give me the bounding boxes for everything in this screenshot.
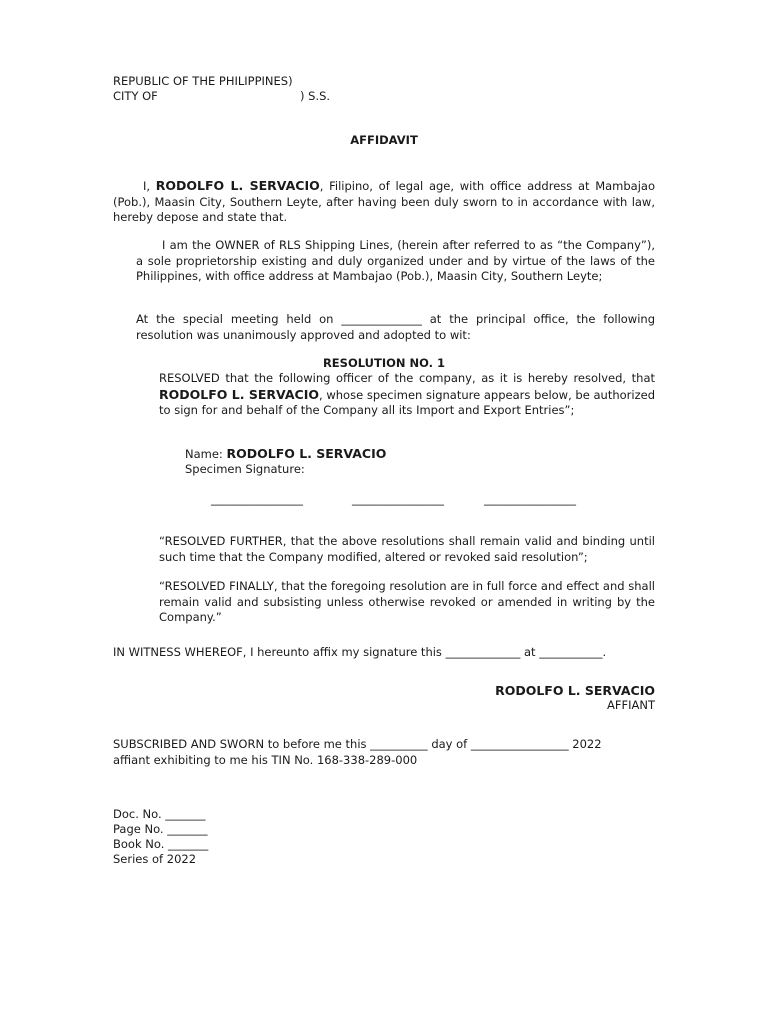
specimen-signature-label: Specimen Signature: xyxy=(185,462,305,476)
intro-lead: I, xyxy=(143,179,156,193)
signature-line-3: ________________ xyxy=(484,492,576,506)
subscribed-line-2: affiant exhibiting to me his TIN No. 168-338-289-000 xyxy=(113,753,418,767)
resolved-part1: RESOLVED that the following officer of the company, as it is hereby resolved, that xyxy=(159,371,655,385)
signature-line-1: ________________ xyxy=(211,492,303,506)
book-no: Book No. _______ xyxy=(113,837,209,851)
signature-line-2: ________________ xyxy=(352,492,444,506)
resolved-finally-paragraph: “RESOLVED FINALLY, that the foregoing resolution are in full force and effect and shall remain valid and subsisting unless otherwise revoked or amended in writing by the Company.” xyxy=(159,579,655,624)
witness-line: IN WITNESS WHEREOF, I hereunto affix my signature this _____________ at ___________. xyxy=(113,645,607,659)
intro-rest: , Filipino, of legal age, with office address at Mambajao (Pob.), Maasin City, Southern Leyte, after having been duly sworn to in accordance with law, hereby depose and state that. xyxy=(113,179,656,224)
header-ss: ) S.S. xyxy=(300,89,331,103)
series-line: Series of 2022 xyxy=(113,852,197,866)
header-republic: REPUBLIC OF THE PHILIPPINES) xyxy=(113,74,293,88)
resolved-paragraph xyxy=(159,371,655,419)
intro-paragraph xyxy=(113,178,655,226)
document-title: AFFIDAVIT xyxy=(350,133,418,147)
name-value: RODOLFO L. SERVACIO xyxy=(226,446,387,461)
subscribed-line-1: SUBSCRIBED AND SWORN to before me this __________ day of _________________ 2022 xyxy=(113,737,602,751)
affiant-name: RODOLFO L. SERVACIO xyxy=(495,683,655,698)
header-city-label: CITY OF xyxy=(113,89,158,103)
affiant-label: AFFIANT xyxy=(607,698,655,712)
resolved-part2: , whose specimen signature appears below, be authorized to sign for and behalf of the Company all its Import and Export Entries”; xyxy=(159,387,656,417)
doc-no: Doc. No. _______ xyxy=(113,807,206,821)
meeting-paragraph: At the special meeting held on ______________ at the principal office, the following resolution was unanimously approved and adopted to wit: xyxy=(136,312,655,342)
resolution-title: RESOLUTION NO. 1 xyxy=(322,356,446,370)
resolved-name: RODOLFO L. SERVACIO xyxy=(159,386,320,402)
name-label: Name: xyxy=(185,447,227,461)
name-line xyxy=(185,446,386,463)
resolved-further-paragraph: “RESOLVED FURTHER, that the above resolutions shall remain valid and binding until such time that the Company modified, altered or revoked said resolution”; xyxy=(159,534,655,564)
owner-paragraph: I am the OWNER of RLS Shipping Lines, (herein after referred to as “the Company”), a sole proprietorship existing and duly organized under and by virtue of the laws of the Philippines, with office address at Mambajao (Pob.), Maasin City, Southern Leyte; xyxy=(136,238,655,283)
page-no: Page No. _______ xyxy=(113,822,208,836)
intro-name: RODOLFO L. SERVACIO xyxy=(155,178,320,193)
